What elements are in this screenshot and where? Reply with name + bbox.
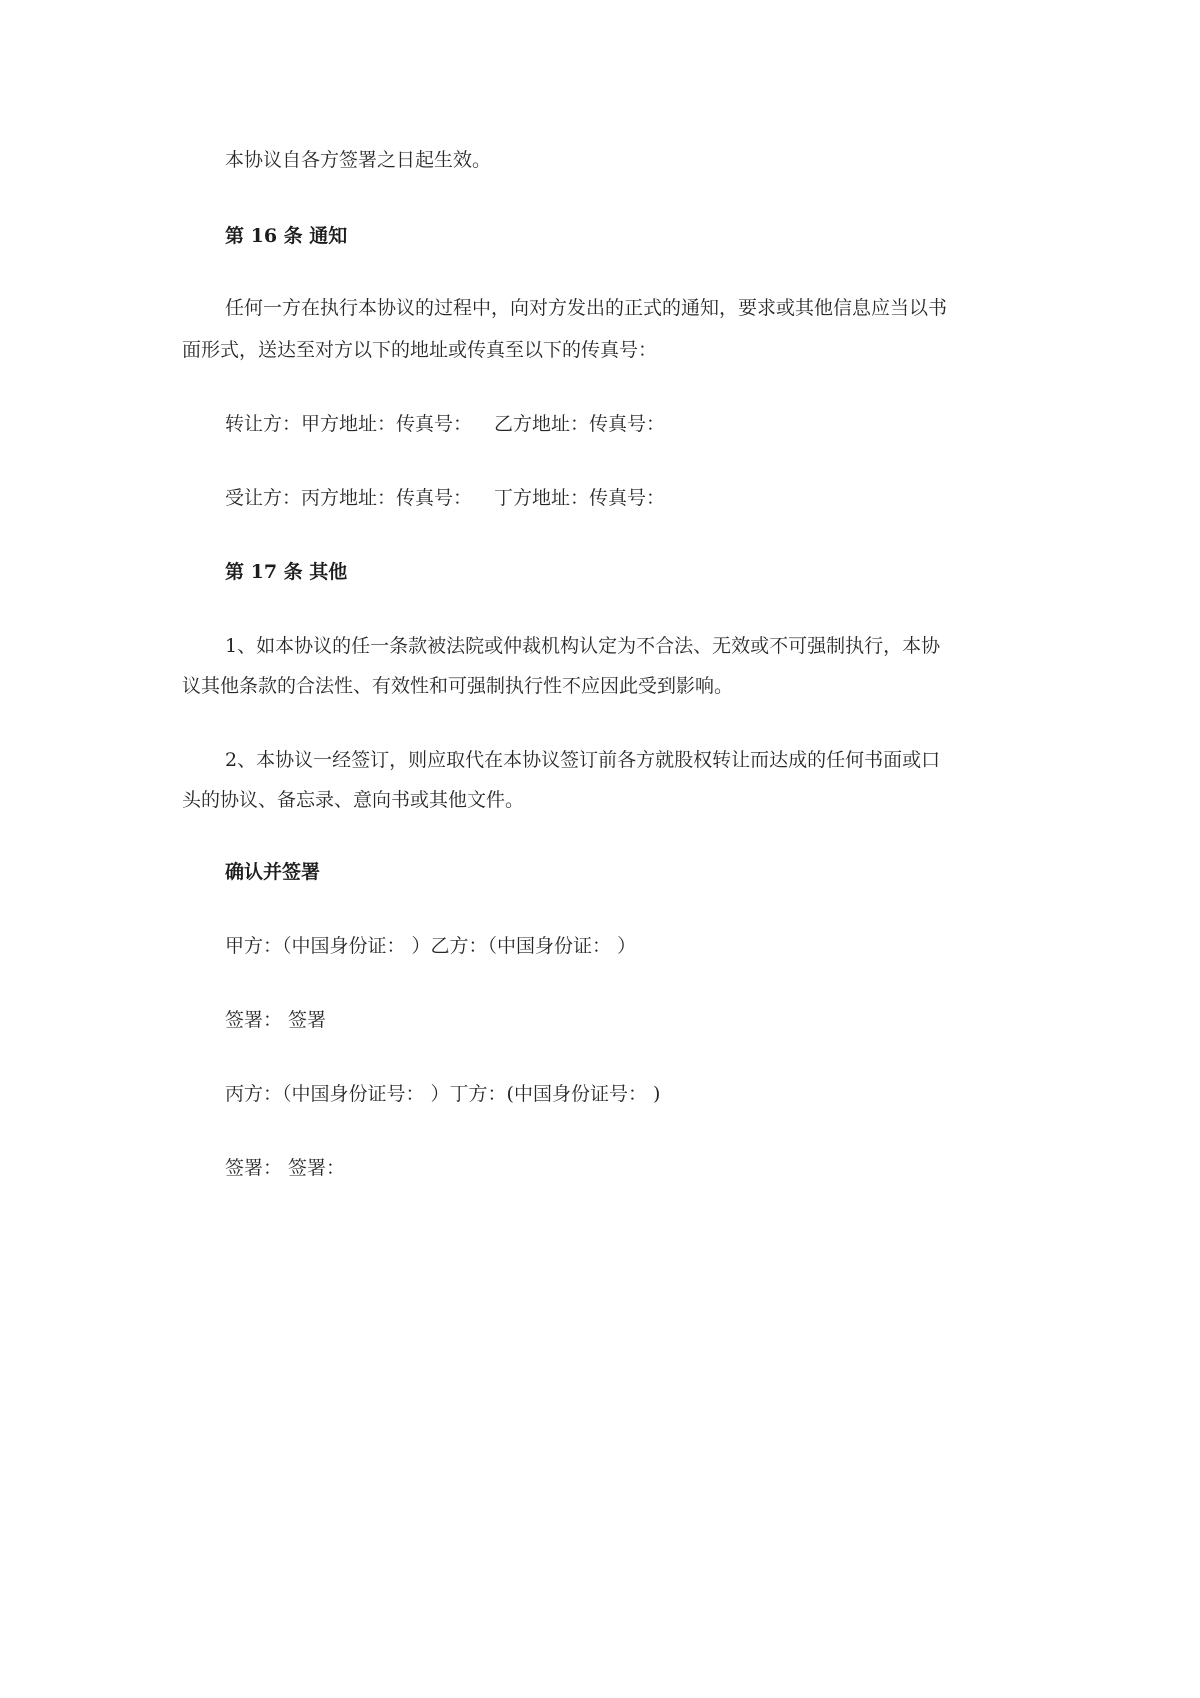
transferee-party-d-address: 丁方地址：传真号：: [494, 487, 666, 509]
confirmation-heading: 确认并签署: [225, 861, 321, 883]
article-16-paragraph-line-1: 任何一方在执行本协议的过程中，向对方发出的正式的通知，要求或其他信息应当以书: [225, 297, 948, 319]
article-17-item-1-line-2: 议其他条款的合法性、有效性和可强制执行性不应因此受到影响。: [182, 675, 734, 697]
article-16-paragraph-line-2: 面形式，送达至对方以下的地址或传真至以下的传真号：: [182, 339, 658, 361]
article-17-item-1-line-1: 1、如本协议的任一条款被法院或仲裁机构认定为不合法、无效或不可强制执行，本协: [225, 635, 941, 657]
article-17-item-2-line-2: 头的协议、备忘录、意向书或其他文件。: [182, 789, 525, 811]
transferor-party-b-address: 乙方地址：传真号：: [494, 413, 666, 435]
signature-line-cd: 签署： 签署：: [225, 1157, 346, 1179]
transferor-line: [225, 410, 665, 438]
signature-line-ab: 签署： 签署: [225, 1009, 327, 1031]
article-16-heading: 第 16 条 通知: [225, 225, 348, 247]
transferor-party-a-address: 转让方：甲方地址：传真号：: [225, 413, 473, 435]
effective-clause: 本协议自各方签署之日起生效。: [225, 149, 492, 171]
article-17-heading: 第 17 条 其他: [225, 561, 348, 583]
transferee-line: [225, 484, 665, 512]
party-ab-id-line: 甲方：（中国身份证： ）乙方：（中国身份证： ）: [225, 935, 637, 957]
transferee-party-c-address: 受让方：丙方地址：传真号：: [225, 487, 473, 509]
article-17-item-2-line-1: 2、本协议一经签订，则应取代在本协议签订前各方就股权转让而达成的任何书面或口: [225, 749, 941, 771]
party-cd-id-line: 丙方：（中国身份证号： ）丁方：(中国身份证号： ): [225, 1083, 661, 1105]
